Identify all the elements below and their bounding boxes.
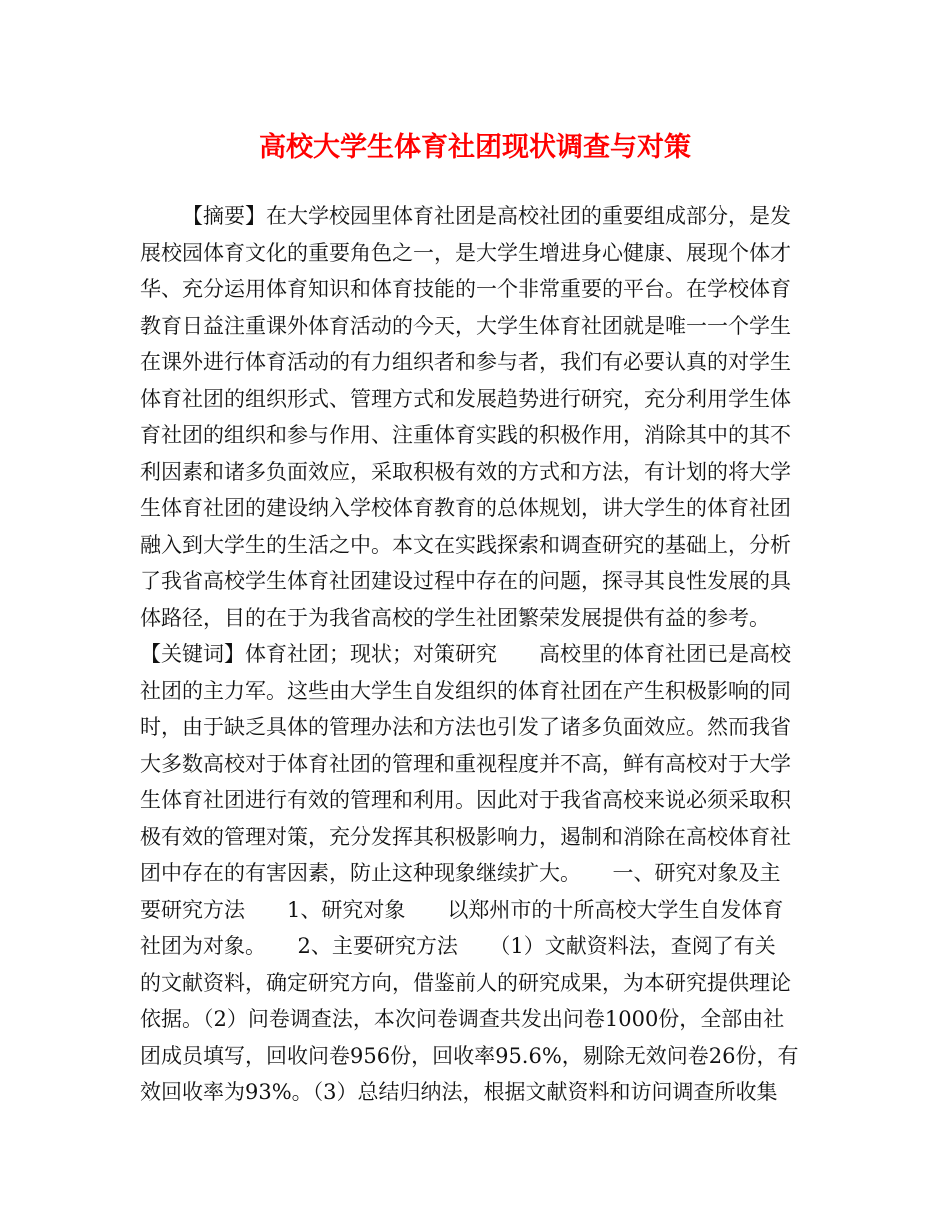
text-line: 社团的主力军。这些由大学生自发组织的体育社团在产生积极影响的同 [140, 678, 791, 703]
text-line: 教育日益注重课外体育活动的今天，大学生体育社团就是唯一一个学生 [140, 313, 791, 338]
document-body [140, 198, 812, 1111]
text-line: 团中存在的有害因素，防止这种现象继续扩大。 一、研究对象及主 [140, 861, 781, 885]
text-line: 利因素和诸多负面效应，采取积极有效的方式和方法，有计划的将大学 [140, 459, 791, 484]
text-line: 极有效的管理对策，充分发挥其积极影响力，遏制和消除在高校体育社 [140, 824, 791, 849]
text-line: 依据。（2）问卷调查法，本次问卷调查共发出问卷1000份，全部由社 [140, 1007, 785, 1031]
text-line: 大多数高校对于体育社团的管理和重视程度并不高，鲜有高校对于大学 [140, 751, 791, 776]
text-line: 体路径，目的在于为我省高校的学生社团繁荣发展提供有益的参考。 [140, 605, 770, 630]
text-line: 团成员填写，回收问卷956份，回收率95.6%，剔除无效问卷26份，有 [140, 1043, 799, 1068]
text-line: 【关键词】体育社团；现状；对策研究 高校里的体育社团已是高校 [140, 642, 791, 666]
text-line: 在课外进行体育活动的有力组织者和参与者，我们有必要认真的对学生 [140, 350, 791, 374]
text-line: 的文献资料，确定研究方向，借鉴前人的研究成果，为本研究提供理论 [140, 970, 791, 995]
text-line: 育社团的组织和参与作用、注重体育实践的积极作用，消除其中的其不 [140, 423, 791, 447]
text-line: 效回收率为93%。（3）总结归纳法，根据文献资料和访问调查所收集 [140, 1080, 778, 1104]
text-line: 社团为对象。 2、主要研究方法 （1）文献资料法，查阅了有关 [140, 934, 776, 958]
text-line: 生体育社团进行有效的管理和利用。因此对于我省高校来说必须采取积 [140, 788, 791, 812]
text-line: 要研究方法 1、研究对象 以郑州市的十所高校大学生自发体育 [140, 897, 784, 922]
text-line: 展校园体育文化的重要角色之一，是大学生增进身心健康、展现个体才 [140, 240, 791, 265]
text-line: 体育社团的组织形式、管理方式和发展趋势进行研究，充分利用学生体 [140, 386, 791, 411]
text-line: 【摘要】在大学校园里体育社团是高校社团的重要组成部分，是发 [182, 204, 791, 228]
text-line: 生体育社团的建设纳入学校体育教育的总体规划，讲大学生的体育社团 [140, 496, 791, 520]
text-line: 华、充分运用体育知识和体育技能的一个非常重要的平台。在学校体育 [140, 277, 791, 301]
document-title: 高校大学生体育社团现状调查与对策 [259, 132, 691, 163]
text-line: 融入到大学生的生活之中。本文在实践探索和调查研究的基础上，分析 [140, 532, 791, 557]
text-line: 了我省高校学生体育社团建设过程中存在的问题，探寻其良性发展的具 [140, 569, 791, 593]
text-line: 时，由于缺乏具体的管理办法和方法也引发了诸多负面效应。然而我省 [140, 715, 791, 739]
